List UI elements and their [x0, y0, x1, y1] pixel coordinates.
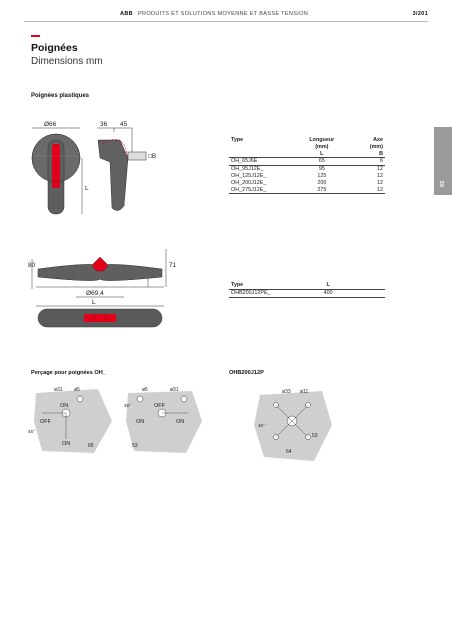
drilling-label-oh: Perçage pour poignées OH_ [31, 370, 106, 376]
col-type2: Type [231, 282, 244, 288]
drilling-pattern-a [28, 381, 118, 461]
col-L2: L [326, 282, 330, 288]
drill-c-r1: 53 [312, 433, 318, 439]
drill-b-r: 53 [132, 443, 138, 449]
handle-spec-table [229, 137, 385, 194]
col-axis: Axe [373, 137, 383, 143]
table-row: OHB200J12PE_ 400 [229, 289, 385, 297]
col-length-sym: L [320, 150, 324, 157]
table-row: OH_275J12E_ 275 12 [231, 186, 383, 193]
col-axis-sym: B [379, 150, 383, 157]
drill-b-angle: 45° [124, 403, 131, 408]
col-type: Type [231, 137, 244, 143]
col-length-unit: (mm) [315, 143, 329, 150]
drill-c-d1: ø33 [282, 389, 291, 395]
drill-b-on: ON [136, 419, 145, 425]
dim-36: 36 [100, 121, 108, 128]
drill-b-off: OFF [154, 403, 165, 409]
drill-b-on2: ON [176, 419, 185, 425]
drill-a-d1: ø31 [54, 387, 63, 393]
chapter-tab[interactable] [434, 127, 452, 195]
page-subtitle: Dimensions mm [31, 56, 103, 67]
drilling-pattern-b [118, 381, 208, 461]
dim-B: □B [148, 153, 157, 160]
drill-b-d1: ø5 [142, 387, 148, 393]
drill-c-r2: 64 [286, 449, 292, 455]
drilling-label-ohb: OHB200J12P [229, 370, 264, 376]
table-row: OH_65J6E 65 6 [231, 158, 383, 165]
dim-66: Ø66 [44, 121, 57, 128]
handle-drawing-front-side [28, 118, 178, 218]
dim-80: 80 [28, 262, 36, 269]
drill-a-d2: ø5 [74, 387, 80, 393]
dim-71: 71 [169, 262, 177, 269]
col-axis-unit: (mm) [369, 143, 383, 150]
bar-handle-table [229, 282, 385, 298]
drill-c-d2: ø11 [300, 389, 309, 395]
header-section: PRODUITS ET SOLUTIONS MOYENNE ET BASSE TENSION [138, 11, 309, 17]
dim-69: Ø69,4 [86, 290, 104, 297]
page-title: Poignées [31, 42, 78, 54]
dim-L-front: L [85, 185, 89, 192]
brand-logo: ABB [120, 11, 134, 17]
drilling-pattern-ohb [240, 381, 340, 463]
dim-L-bar: L [92, 299, 96, 306]
table-row: OH_200J12E_ 200 12 [231, 179, 383, 186]
drill-a-on2: ON [62, 441, 71, 447]
section-heading: Poignées plastiques [31, 93, 90, 99]
col-length: Longueur [309, 137, 335, 143]
drill-a-off: OFF [40, 419, 51, 425]
dim-45: 45 [120, 121, 128, 128]
drill-a-on: ON [60, 403, 69, 409]
drill-b-d2: ø31 [170, 387, 179, 393]
drill-a-angle: 45° [28, 429, 35, 434]
chapter-tab-label: 03 [440, 180, 446, 188]
drill-c-angle: 45° [258, 423, 265, 428]
bar-handle-drawing [28, 243, 188, 343]
table-row: OH_125J12E_ 125 12 [231, 172, 383, 179]
header-divider [24, 21, 428, 22]
page-number: 3/201 [412, 11, 428, 17]
table-row: OH_95J12E_ 95 12 [231, 166, 383, 173]
title-accent [31, 35, 40, 37]
drill-a-r: 65 [88, 443, 94, 449]
